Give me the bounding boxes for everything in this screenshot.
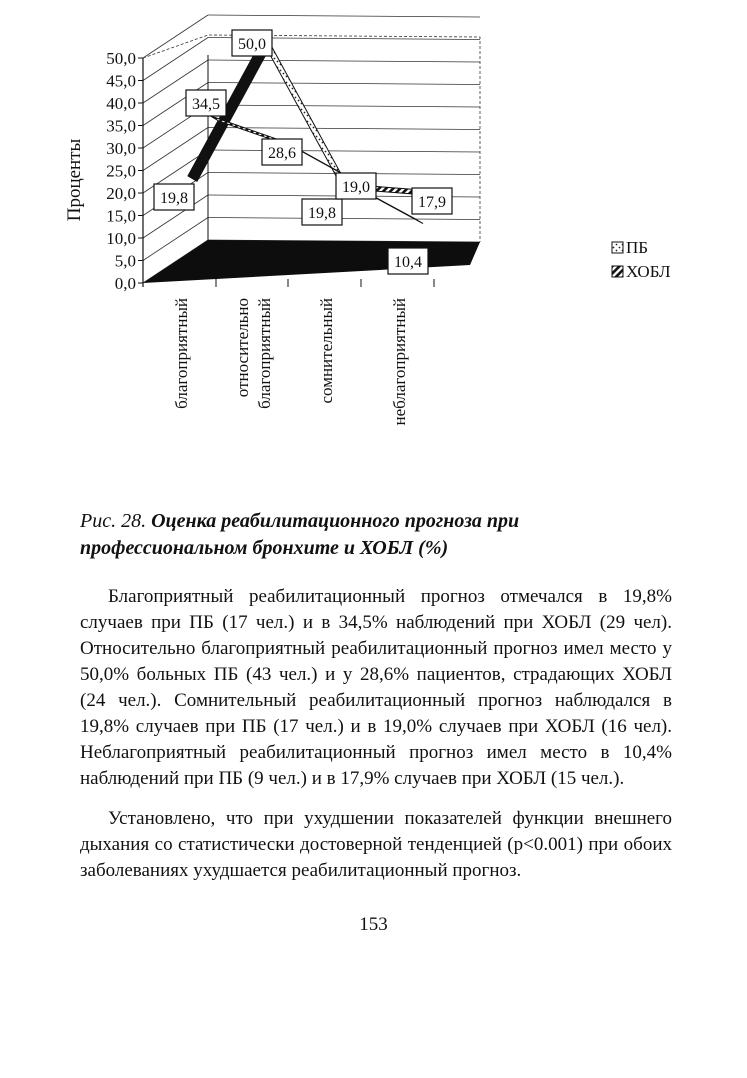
- figure-caption: [80, 508, 680, 562]
- x-tick-label: [390, 298, 409, 426]
- gridline-side: [143, 15, 208, 58]
- gridline-back: [208, 15, 480, 17]
- x-tick-label: [233, 298, 274, 409]
- x-tick-label: [172, 298, 191, 409]
- x-tick-label-line: благоприятный: [255, 298, 274, 409]
- y-tick-label: 35,0: [106, 116, 136, 136]
- x-axis-category-labels: [172, 298, 409, 426]
- legend-swatch: [612, 266, 623, 277]
- data-label: [336, 173, 376, 199]
- data-label: [262, 139, 302, 165]
- data-label-text: 28,6: [268, 145, 296, 162]
- y-tick-label: 20,0: [106, 184, 136, 203]
- prognosis-3d-line-chart: [0, 0, 747, 500]
- x-tick-label-line: относительно: [233, 298, 252, 398]
- legend-label: ХОБЛ: [626, 262, 671, 281]
- gridline-back: [208, 105, 480, 107]
- chart-legend: [612, 238, 671, 281]
- data-label: [154, 184, 194, 210]
- data-label-text: 19,0: [342, 179, 370, 196]
- gridline-side: [143, 38, 208, 81]
- chart-frame: [138, 15, 480, 287]
- y-axis-tick-labels: [106, 49, 136, 293]
- data-label: [232, 30, 272, 56]
- data-label: [412, 188, 452, 214]
- data-label-text: 50,0: [238, 36, 266, 53]
- y-tick-label: 45,0: [106, 71, 136, 91]
- x-tick-label-line: сомнительный: [317, 298, 336, 404]
- y-tick-label: 15,0: [106, 206, 136, 226]
- data-label-text: 19,8: [308, 205, 336, 222]
- data-label-text: 34,5: [192, 96, 220, 113]
- y-tick-label: 25,0: [106, 161, 136, 181]
- legend-label: ПБ: [626, 238, 649, 257]
- y-tick-label: 0,0: [114, 274, 136, 293]
- legend-swatch: [612, 242, 623, 253]
- x-tick-label-line: неблагоприятный: [390, 298, 409, 426]
- legend-item: [612, 262, 671, 281]
- data-label-text: 17,9: [418, 194, 446, 211]
- y-tick-label: 40,0: [106, 94, 136, 113]
- data-label: [186, 90, 226, 116]
- y-axis-title: Проценты: [64, 138, 85, 222]
- x-tick-label-line: благоприятный: [172, 298, 191, 409]
- data-label-text: 19,8: [160, 190, 188, 207]
- body-paragraph: Благоприятный реабилитационный прогноз отмечался в 19,8% случаев при ПБ (17 чел.) и в 34,5% наблюдений при ХОБЛ (29 чел). Относительно благоприятный реабилитационный прогноз имел место у 50,0% больных ПБ (43 чел.) и у 28,6% пациентов, страдающих ХОБЛ (24 чел.). Сомнительный реабилитационный прогноз наблюдался в 19,8% случаев при ПБ (17 чел.) и в 19,0% случаев при ХОБЛ (16 чел). Неблагоприятный реабилитационный прогноз имел место в 10,4% наблюдений при ПБ (9 чел.) и в 17,9% случаев при ХОБЛ (15 чел.).: [80, 586, 672, 789]
- y-tick-label: 5,0: [114, 251, 136, 271]
- legend-item: [612, 238, 648, 257]
- data-label: [388, 248, 428, 274]
- page-number: 153: [359, 914, 388, 935]
- gridline-back: [208, 218, 480, 220]
- y-tick-label: 10,0: [106, 229, 136, 248]
- body-paragraph: Установлено, что при ухудшении показателей функции внешнего дыхания со статистически достоверной тенденцией (p<0.001) при обоих заболеваниях ухудшается реабилитационный прогноз.: [80, 808, 672, 881]
- y-tick-label: 30,0: [106, 139, 136, 158]
- data-label-text: 10,4: [394, 254, 422, 271]
- chart-floor: [143, 240, 480, 283]
- gridline-back: [208, 60, 480, 62]
- figure-number: Рис. 28.: [80, 510, 147, 532]
- y-tick-label: 50,0: [106, 49, 136, 68]
- figure-caption-text: Оценка реабилитационного прогноза при профессиональном бронхите и ХОБЛ (%): [80, 510, 520, 559]
- data-label: [302, 199, 342, 225]
- x-tick-label: [317, 298, 336, 404]
- gridline-back: [208, 150, 480, 152]
